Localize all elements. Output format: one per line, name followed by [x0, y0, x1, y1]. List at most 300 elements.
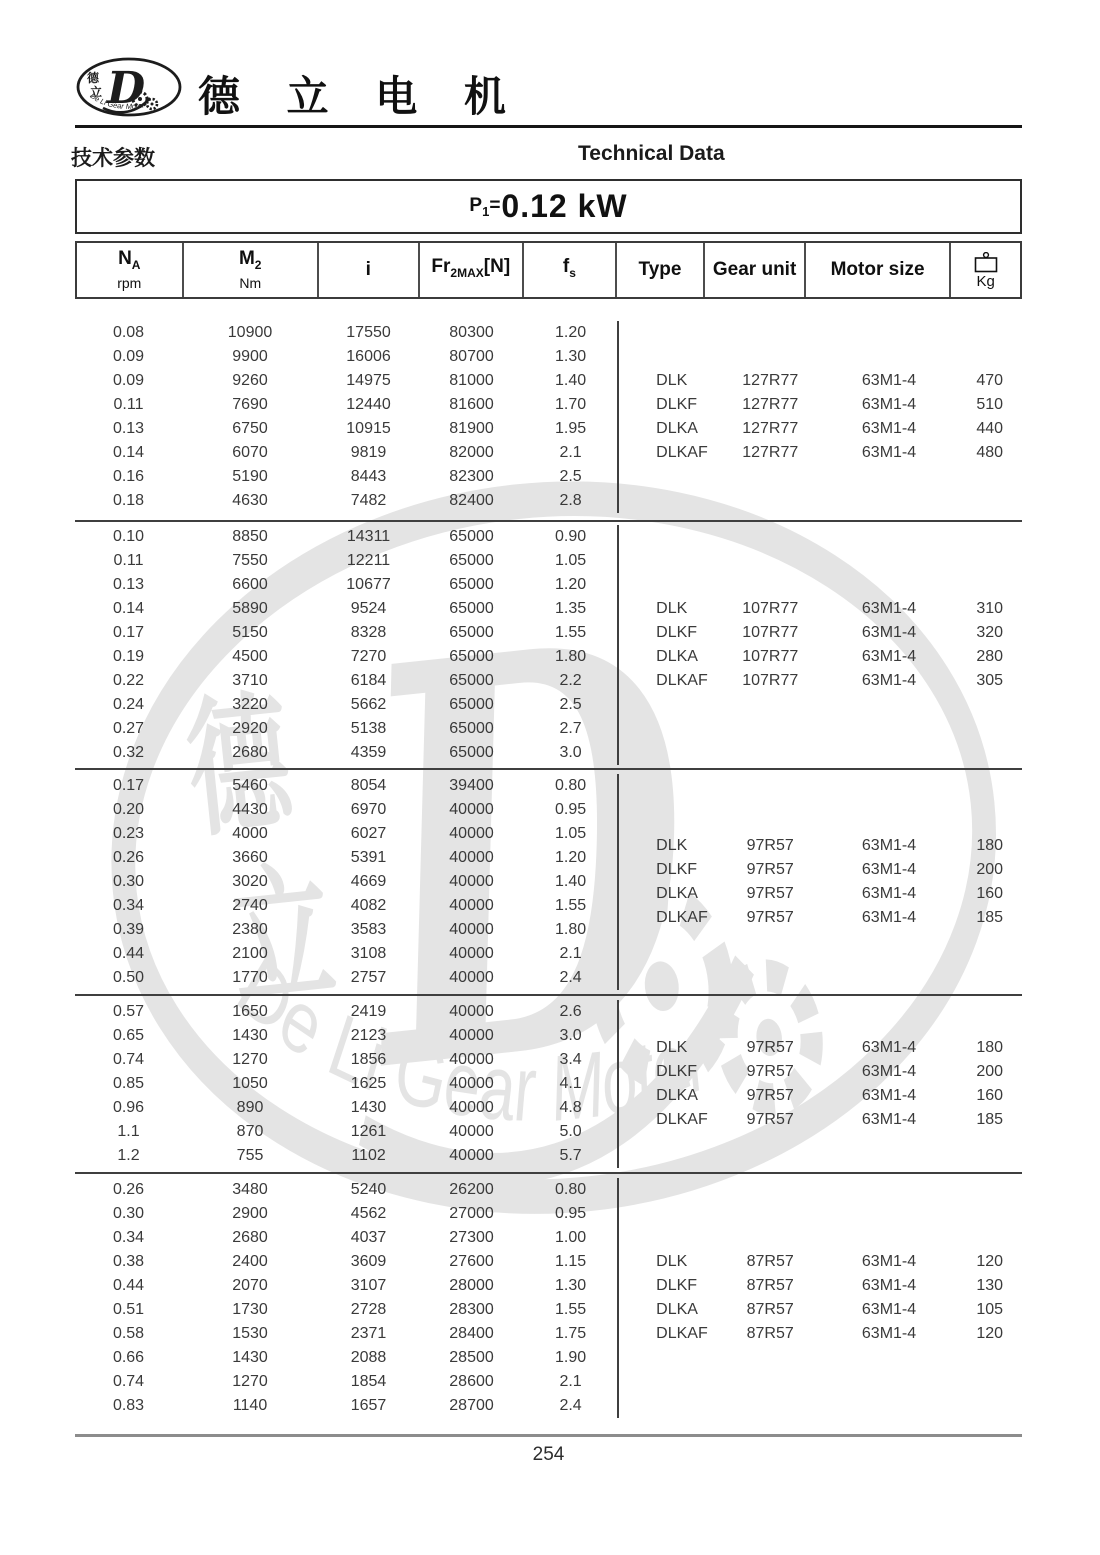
variant-motor: 63M1-4: [861, 909, 917, 926]
cell-m2: 1270: [232, 1051, 268, 1068]
variant-gear: 87R57: [746, 1253, 794, 1270]
cell-na: 0.58: [112, 1325, 145, 1342]
cell-fr: 82400: [449, 492, 494, 509]
variant-row: [619, 1250, 1022, 1274]
table-row: [75, 1322, 617, 1346]
table-row: [75, 1298, 617, 1322]
cell-m2: 4000: [232, 825, 268, 842]
variant-motor: 63M1-4: [861, 1063, 917, 1080]
cell-fs: 2.1: [559, 1373, 582, 1390]
table-row: [75, 741, 617, 765]
cell-fs: 2.5: [559, 468, 582, 485]
variant-block: [617, 525, 1022, 765]
cell-i: 9524: [350, 600, 387, 617]
variant-gear: 127R77: [742, 396, 799, 413]
variant-type: DLKA: [656, 1087, 698, 1104]
variant-gear: 97R57: [746, 909, 794, 926]
col-header-weight: [951, 243, 1020, 297]
cell-fs: 3.0: [559, 1027, 582, 1044]
cell-fr: 40000: [449, 945, 494, 962]
rating-rows: [75, 774, 617, 990]
cell-fs: 2.1: [559, 945, 582, 962]
variant-type: DLKA: [656, 648, 698, 665]
variant-kg: 185: [976, 1111, 1004, 1128]
cell-na: 1.2: [117, 1147, 140, 1164]
cell-fs: 1.05: [554, 825, 587, 842]
cell-i: 8054: [350, 777, 387, 794]
variant-type: DLKAF: [656, 909, 708, 926]
variant-gear: 87R57: [746, 1325, 794, 1342]
cell-i: 10915: [346, 420, 391, 437]
table-row: [75, 345, 617, 369]
table-row: [75, 669, 617, 693]
variant-type: DLKAF: [656, 1325, 708, 1342]
col-header-type: Type: [617, 243, 706, 297]
variant-gear: 107R77: [742, 624, 799, 641]
cell-i: 14975: [346, 372, 391, 389]
variant-gear: 97R57: [746, 1039, 794, 1056]
table-row: [75, 465, 617, 489]
cell-i: 10677: [346, 576, 391, 593]
cell-m2: 7550: [232, 552, 268, 569]
variant-gear: 87R57: [746, 1301, 794, 1318]
cell-i: 4359: [350, 744, 387, 761]
table-row: [75, 1096, 617, 1120]
cell-fs: 0.90: [554, 528, 587, 545]
variant-row: [619, 834, 1022, 858]
variant-motor: 63M1-4: [861, 1301, 917, 1318]
variant-kg: 180: [976, 837, 1004, 854]
cell-na: 0.09: [112, 372, 145, 389]
cell-m2: 4500: [232, 648, 268, 665]
cell-i: 14311: [346, 528, 391, 545]
col-header-gear-unit: Gear unit: [705, 243, 806, 297]
cell-fr: 40000: [449, 921, 494, 938]
variant-motor: 63M1-4: [861, 1111, 917, 1128]
variant-gear: 107R77: [742, 600, 799, 617]
cell-fs: 1.15: [554, 1253, 587, 1270]
cell-na: 0.14: [112, 600, 145, 617]
cell-fr: 28600: [449, 1373, 494, 1390]
cell-m2: 6750: [232, 420, 268, 437]
cell-na: 0.65: [112, 1027, 145, 1044]
cell-fs: 5.0: [559, 1123, 582, 1140]
power-symbol: $P_1=$: [469, 194, 501, 219]
cell-na: 0.51: [112, 1301, 145, 1318]
cell-na: 0.24: [112, 696, 145, 713]
cell-fr: 65000: [449, 744, 494, 761]
cell-fr: 65000: [449, 600, 494, 617]
table-row: [75, 1370, 617, 1394]
cell-na: 0.50: [112, 969, 145, 986]
cell-m2: 10900: [227, 324, 273, 341]
table-row: [75, 597, 617, 621]
cell-i: 2419: [350, 1003, 387, 1020]
cell-m2: 1530: [232, 1325, 268, 1342]
variant-row: [619, 441, 1022, 465]
variant-kg: 440: [976, 420, 1004, 437]
cell-fr: 27000: [449, 1205, 494, 1222]
cell-i: 9819: [350, 444, 387, 461]
cell-m2: 7690: [232, 396, 268, 413]
variant-row: [619, 393, 1022, 417]
cell-fr: 28400: [449, 1325, 494, 1342]
company-logo: [74, 55, 184, 121]
table-header-row: [75, 241, 1022, 299]
rating-rows: [75, 1000, 617, 1168]
variant-row: [619, 669, 1022, 693]
cell-fr: 81600: [449, 396, 494, 413]
cell-m2: 2680: [232, 744, 268, 761]
cell-fr: 65000: [449, 552, 494, 569]
cell-fr: 40000: [449, 1147, 494, 1164]
variant-row: [619, 1322, 1022, 1346]
variant-kg: 185: [976, 909, 1004, 926]
cell-fs: 2.4: [559, 969, 582, 986]
variant-block: [617, 1178, 1022, 1418]
variant-row: [619, 597, 1022, 621]
cell-i: 6970: [350, 801, 387, 818]
table-row: [75, 1250, 617, 1274]
cell-na: 0.17: [112, 624, 145, 641]
variant-motor: 63M1-4: [861, 420, 917, 437]
variant-kg: 320: [976, 624, 1004, 641]
cell-m2: 3480: [232, 1181, 268, 1198]
cell-i: 6027: [350, 825, 387, 842]
variant-block: [617, 321, 1022, 513]
cell-m2: 890: [236, 1099, 264, 1116]
weight-unit: Kg: [976, 272, 995, 290]
cell-fs: 1.05: [554, 552, 587, 569]
cell-na: 0.18: [112, 492, 145, 509]
cell-m2: 9900: [232, 348, 268, 365]
variant-row: [619, 645, 1022, 669]
cell-m2: 1430: [232, 1027, 268, 1044]
variant-kg: 470: [976, 372, 1004, 389]
cell-m2: 2680: [232, 1229, 268, 1246]
cell-fr: 65000: [449, 576, 494, 593]
cell-fs: 0.80: [554, 777, 587, 794]
cell-na: 0.17: [112, 777, 145, 794]
variant-kg: 510: [976, 396, 1004, 413]
variant-row: [619, 621, 1022, 645]
cell-fs: 2.2: [559, 672, 582, 689]
table-row: [75, 1202, 617, 1226]
cell-na: 0.13: [112, 576, 145, 593]
cell-m2: 3710: [232, 672, 268, 689]
cell-fr: 40000: [449, 1075, 494, 1092]
table-row: [75, 489, 617, 513]
table-row: [75, 1144, 617, 1168]
variant-type: DLKF: [656, 624, 698, 641]
table-row: [75, 621, 617, 645]
cell-fs: 1.95: [554, 420, 587, 437]
cell-fs: 0.95: [554, 801, 587, 818]
footer-rule: [75, 1434, 1022, 1437]
variant-gear: 127R77: [742, 444, 799, 461]
cell-m2: 1140: [232, 1397, 268, 1414]
cell-m2: 5150: [232, 624, 268, 641]
variant-type: DLKF: [656, 1277, 698, 1294]
cell-na: 0.09: [112, 348, 145, 365]
cell-fs: 0.80: [554, 1181, 587, 1198]
variant-row: [619, 1060, 1022, 1084]
cell-na: 0.85: [112, 1075, 145, 1092]
variant-gear: 97R57: [746, 837, 794, 854]
cell-na: 0.26: [112, 849, 145, 866]
table-row: [75, 573, 617, 597]
cell-m2: 2740: [232, 897, 268, 914]
table-row: [75, 774, 617, 798]
table-row: [75, 393, 617, 417]
cell-fr: 26200: [449, 1181, 494, 1198]
cell-fs: 1.80: [554, 648, 587, 665]
cell-i: 16006: [346, 348, 391, 365]
cell-fr: 65000: [449, 648, 494, 665]
cell-m2: 1050: [232, 1075, 268, 1092]
rating-group: [75, 1172, 1022, 1430]
cell-fr: 40000: [449, 849, 494, 866]
cell-m2: 6070: [232, 444, 268, 461]
cell-fr: 28500: [449, 1349, 494, 1366]
variant-motor: 63M1-4: [861, 861, 917, 878]
variant-gear: 97R57: [746, 1063, 794, 1080]
cell-na: 0.34: [112, 897, 145, 914]
cell-i: 5662: [350, 696, 387, 713]
variant-kg: 180: [976, 1039, 1004, 1056]
cell-i: 4082: [350, 897, 387, 914]
variant-type: DLK: [656, 1253, 688, 1270]
cell-fr: 82300: [449, 468, 494, 485]
table-row: [75, 942, 617, 966]
cell-na: 0.57: [112, 1003, 145, 1020]
page-number: 254: [532, 1444, 565, 1465]
cell-i: 17550: [346, 324, 391, 341]
cell-na: 0.83: [112, 1397, 145, 1414]
cell-fr: 28300: [449, 1301, 494, 1318]
cell-fs: 1.20: [554, 849, 587, 866]
variant-type: DLK: [656, 600, 688, 617]
cell-i: 2728: [350, 1301, 387, 1318]
cell-na: 0.26: [112, 1181, 145, 1198]
section-title-cn: 技术参数: [71, 147, 155, 170]
cell-na: 0.10: [112, 528, 145, 545]
variant-row: [619, 906, 1022, 930]
variant-kg: 160: [976, 885, 1004, 902]
cell-na: 0.08: [112, 324, 145, 341]
variant-kg: 310: [976, 600, 1004, 617]
cell-m2: 3660: [232, 849, 268, 866]
variant-type: DLKA: [656, 885, 698, 902]
cell-fs: 4.8: [559, 1099, 582, 1116]
cell-fr: 80300: [449, 324, 494, 341]
cell-m2: 2380: [232, 921, 268, 938]
cell-na: 0.39: [112, 921, 145, 938]
cell-fr: 65000: [449, 624, 494, 641]
table-row: [75, 1072, 617, 1096]
cell-fr: 28000: [449, 1277, 494, 1294]
cell-m2: 3220: [232, 696, 268, 713]
cell-na: 0.66: [112, 1349, 145, 1366]
cell-fr: 65000: [449, 720, 494, 737]
cell-m2: 9260: [232, 372, 268, 389]
table-row: [75, 798, 617, 822]
col-header-motor-size: Motor size: [806, 243, 951, 297]
table-row: [75, 966, 617, 990]
cell-fr: 40000: [449, 897, 494, 914]
variant-motor: 63M1-4: [861, 1325, 917, 1342]
variant-row: [619, 1298, 1022, 1322]
variant-type: DLK: [656, 1039, 688, 1056]
cell-fs: 1.00: [554, 1229, 587, 1246]
variant-row: [619, 369, 1022, 393]
power-value: 0.12 kW: [501, 188, 628, 224]
cell-m2: 5190: [232, 468, 268, 485]
cell-fr: 27600: [449, 1253, 494, 1270]
cell-i: 3107: [350, 1277, 387, 1294]
cell-fr: 40000: [449, 825, 494, 842]
weight-icon: [972, 252, 1000, 273]
variant-kg: 130: [976, 1277, 1004, 1294]
cell-na: 0.27: [112, 720, 145, 737]
variant-motor: 63M1-4: [861, 672, 917, 689]
variant-block: [617, 1000, 1022, 1168]
variant-type: DLKA: [656, 420, 698, 437]
cell-i: 12440: [346, 396, 391, 413]
variant-kg: 160: [976, 1087, 1004, 1104]
table-row: [75, 717, 617, 741]
cell-i: 3609: [350, 1253, 387, 1270]
cell-i: 2371: [350, 1325, 387, 1342]
variant-gear: 97R57: [746, 1087, 794, 1104]
cell-na: 0.13: [112, 420, 145, 437]
cell-i: 1854: [350, 1373, 387, 1390]
cell-m2: 8850: [232, 528, 268, 545]
cell-na: 1.1: [117, 1123, 140, 1140]
cell-fr: 65000: [449, 696, 494, 713]
variant-gear: 97R57: [746, 861, 794, 878]
cell-fs: 1.35: [554, 600, 587, 617]
table-row: [75, 822, 617, 846]
cell-i: 4037: [350, 1229, 387, 1246]
col-header-speed: $N_A$ rpm: [77, 243, 184, 297]
variant-row: [619, 882, 1022, 906]
cell-fs: 3.4: [559, 1051, 582, 1068]
variant-motor: 63M1-4: [861, 396, 917, 413]
cell-m2: 5460: [232, 777, 268, 794]
cell-na: 0.11: [113, 552, 144, 569]
cell-m2: 870: [236, 1123, 264, 1140]
cell-fr: 82000: [449, 444, 494, 461]
header-rule: [75, 125, 1022, 128]
cell-fs: 2.7: [559, 720, 582, 737]
table-row: [75, 693, 617, 717]
cell-i: 3583: [350, 921, 387, 938]
table-row: [75, 870, 617, 894]
cell-i: 4669: [350, 873, 387, 890]
cell-na: 0.30: [112, 873, 145, 890]
variant-kg: 105: [976, 1301, 1004, 1318]
table-row: [75, 441, 617, 465]
table-row: [75, 894, 617, 918]
cell-na: 0.74: [112, 1051, 145, 1068]
table-row: [75, 369, 617, 393]
table-row: [75, 846, 617, 870]
table-row: [75, 1024, 617, 1048]
cell-na: 0.30: [112, 1205, 145, 1222]
variant-gear: 97R57: [746, 885, 794, 902]
brand-name-cn: 德 立 电 机: [198, 72, 522, 121]
cell-fr: 40000: [449, 801, 494, 818]
cell-na: 0.22: [112, 672, 145, 689]
variant-motor: 63M1-4: [861, 1253, 917, 1270]
table-row: [75, 1000, 617, 1024]
variant-kg: 305: [976, 672, 1004, 689]
cell-fr: 40000: [449, 873, 494, 890]
cell-na: 0.44: [112, 1277, 145, 1294]
cell-i: 5138: [350, 720, 387, 737]
cell-m2: 2920: [232, 720, 268, 737]
cell-i: 6184: [350, 672, 387, 689]
table-row: [75, 1394, 617, 1418]
cell-m2: 3020: [232, 873, 268, 890]
col-header-torque: $M_2$ Nm: [184, 243, 319, 297]
rating-group: [75, 520, 1022, 768]
cell-na: 0.23: [112, 825, 145, 842]
variant-gear: 87R57: [746, 1277, 794, 1294]
table-row: [75, 321, 617, 345]
cell-fr: 27300: [449, 1229, 494, 1246]
cell-m2: 6600: [232, 576, 268, 593]
cell-na: 0.34: [112, 1229, 145, 1246]
table-body: [75, 299, 1022, 1430]
cell-i: 5240: [350, 1181, 387, 1198]
rating-rows: [75, 321, 617, 513]
table-row: [75, 1120, 617, 1144]
cell-fs: 4.1: [559, 1075, 582, 1092]
cell-na: 0.96: [112, 1099, 145, 1116]
variant-type: DLKF: [656, 861, 698, 878]
variant-kg: 280: [976, 648, 1004, 665]
cell-fs: 1.80: [554, 921, 587, 938]
cell-fr: 40000: [449, 1099, 494, 1116]
cell-fr: 40000: [449, 969, 494, 986]
cell-i: 1657: [350, 1397, 387, 1414]
cell-fs: 2.4: [559, 1397, 582, 1414]
variant-row: [619, 417, 1022, 441]
table-row: [75, 645, 617, 669]
cell-i: 2757: [350, 969, 387, 986]
col-header-radial-force: $Fr_{2MAX}[N]$: [420, 243, 525, 297]
variant-row: [619, 1084, 1022, 1108]
variant-block: [617, 774, 1022, 990]
variant-type: DLKAF: [656, 672, 708, 689]
variant-gear: 107R77: [742, 648, 799, 665]
variant-motor: 63M1-4: [861, 885, 917, 902]
variant-kg: 200: [976, 1063, 1004, 1080]
variant-type: DLKAF: [656, 1111, 708, 1128]
cell-m2: 2900: [232, 1205, 268, 1222]
cell-fs: 1.20: [554, 324, 587, 341]
cell-i: 12211: [346, 552, 391, 569]
table-row: [75, 1226, 617, 1250]
cell-fs: 1.20: [554, 576, 587, 593]
rating-group: [75, 299, 1022, 520]
cell-fr: 40000: [449, 1003, 494, 1020]
variant-row: [619, 1274, 1022, 1298]
power-title-box: [75, 179, 1022, 234]
cell-fs: 1.30: [554, 1277, 587, 1294]
